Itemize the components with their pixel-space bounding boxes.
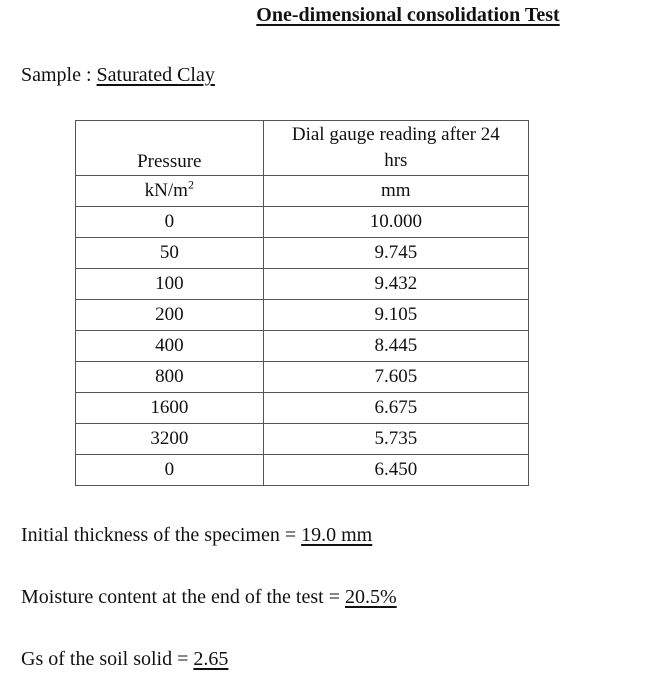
- moisture-line: [21, 586, 397, 609]
- thickness-label: Initial thickness of the specimen =: [21, 524, 302, 546]
- header-pressure: [76, 121, 264, 176]
- page-title: One-dimensional consolidation Test: [256, 4, 560, 26]
- gs-line: [21, 648, 228, 671]
- sample-label: Sample :: [21, 64, 97, 86]
- pressure-cell: 400: [76, 331, 264, 362]
- reading-cell: 6.675: [263, 393, 528, 424]
- table-row: [76, 424, 529, 455]
- header-dial-reading: [263, 121, 528, 176]
- pressure-cell: 800: [76, 362, 264, 393]
- pressure-cell: 200: [76, 300, 264, 331]
- reading-cell: 5.735: [263, 424, 528, 455]
- reading-cell: 10.000: [263, 207, 528, 238]
- consolidation-table: [75, 120, 529, 486]
- moisture-label: Moisture content at the end of the test =: [21, 586, 345, 608]
- sample-value: Saturated Clay: [96, 64, 215, 86]
- reading-cell: 6.450: [263, 455, 528, 486]
- table-row: [76, 207, 529, 238]
- table-units-row: [76, 176, 529, 207]
- header-dial-line2: hrs: [384, 150, 408, 171]
- pressure-cell: 3200: [76, 424, 264, 455]
- gs-label: Gs of the soil solid =: [21, 648, 194, 670]
- table-header-row: [76, 121, 529, 176]
- unit-pressure-exponent: 2: [187, 177, 194, 192]
- reading-cell: 8.445: [263, 331, 528, 362]
- pressure-cell: 0: [76, 207, 264, 238]
- table-row: [76, 455, 529, 486]
- thickness-value: 19.0 mm: [301, 524, 373, 546]
- reading-cell: 9.105: [263, 300, 528, 331]
- moisture-value: 20.5%: [344, 586, 397, 608]
- unit-reading: mm: [263, 176, 528, 207]
- pressure-cell: 50: [76, 238, 264, 269]
- thickness-line: [21, 524, 372, 547]
- table-row: [76, 362, 529, 393]
- table-row: [76, 269, 529, 300]
- table-row: [76, 238, 529, 269]
- table-row: [76, 300, 529, 331]
- reading-cell: 9.745: [263, 238, 528, 269]
- header-dial-line1: Dial gauge reading after 24: [291, 124, 500, 145]
- reading-cell: 9.432: [263, 269, 528, 300]
- unit-pressure: [76, 176, 264, 207]
- unit-pressure-base: kN/m: [144, 180, 188, 201]
- pressure-cell: 0: [76, 455, 264, 486]
- header-pressure-label: Pressure: [137, 151, 202, 172]
- table-row: [76, 393, 529, 424]
- pressure-cell: 1600: [76, 393, 264, 424]
- gs-value: 2.65: [193, 648, 229, 670]
- pressure-cell: 100: [76, 269, 264, 300]
- sample-line: [21, 64, 215, 87]
- table-row: [76, 331, 529, 362]
- reading-cell: 7.605: [263, 362, 528, 393]
